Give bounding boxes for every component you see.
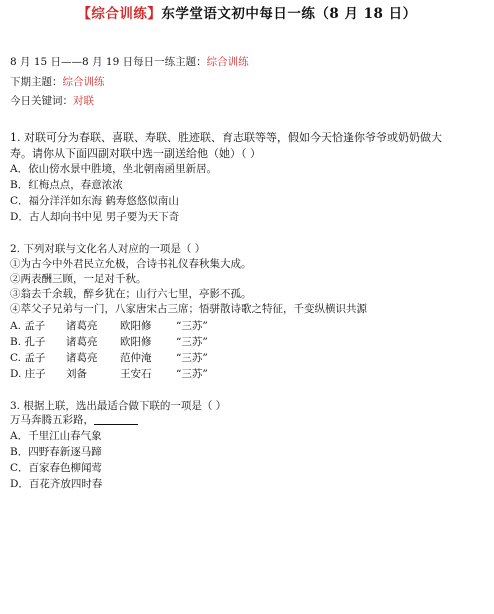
q2-item-1: ①为古今中外君民立允极，合诗书礼仪春秋集大成。 <box>10 258 252 270</box>
keyword-line <box>10 95 94 108</box>
q2-option-c-col3: 范仲淹 <box>120 352 152 364</box>
q2-option-c-col1: C. 孟子 <box>10 352 46 364</box>
q2-option-a <box>10 320 208 333</box>
q1-stem-line2: 寿。请你从下面四副对联中选一副送给他（她）（ ） <box>10 147 261 160</box>
q1-option-a: A．依山傍水景中胜境，坐北朝南函里新居。 <box>10 163 218 175</box>
q1-stem-line1: 1. 对联可分为春联、喜联、寿联、胜迹联、育志联等等，假如今天恰逢你爷爷或奶奶做大 <box>10 131 442 144</box>
q2-option-b-col3: 欧阳修 <box>120 336 152 348</box>
q2-option-d <box>10 368 208 381</box>
q2-option-d-col3: 王安石 <box>120 368 152 380</box>
q3-answer-blank <box>94 414 138 425</box>
q1-option-d: D．古人却向书中见 男子要为天下奇 <box>10 211 180 223</box>
q2-option-b <box>10 336 208 349</box>
q2-option-d-col1: D. 庄子 <box>10 368 46 380</box>
q1-option-b: B．红梅点点，春意浓浓 <box>10 179 123 191</box>
q2-item-3: ③翁去千余载，醉乡犹在；山行六七里，亭影不孤。 <box>10 288 252 300</box>
keyword-label: 今日关键词： <box>10 95 73 107</box>
next-theme-label: 下期主题： <box>10 76 63 88</box>
q1-option-c: C．福分洋洋如东海 鹤寿悠悠似南山 <box>10 195 179 207</box>
q2-option-d-col4: “三苏” <box>176 368 208 380</box>
title-text: 东学堂语文初中每日一练（8 月 18 日） <box>161 6 417 22</box>
theme-label: 8 月 15 日——8 月 19 日每日一练主题： <box>10 56 207 68</box>
keyword-value: 对联 <box>73 95 94 107</box>
q2-option-b-col4: “三苏” <box>176 336 208 348</box>
next-theme-line <box>10 76 105 89</box>
q3-option-b: B．四野春新逐马蹄 <box>10 446 102 458</box>
q3-upper-couplet: 万马奔腾五彩路， <box>10 414 94 426</box>
q3-option-c: C．百家春色柳闻莺 <box>10 462 103 474</box>
next-theme-value: 综合训练 <box>62 76 105 88</box>
q2-option-d-col2: 刘备 <box>66 368 87 380</box>
title-tag: 【综合训练】 <box>77 6 162 22</box>
q3-stem: 3. 根据上联，选出最适合做下联的一项是（ ） <box>10 400 227 412</box>
theme-value: 综合训练 <box>206 56 249 68</box>
q2-item-4: ④萃父子兄弟与一门，八家唐宋占三席；悟骈散诗歌之特征，千变纵横识共源 <box>10 303 367 315</box>
q2-item-2: ②两表酬三顾，一足对千秋。 <box>10 273 147 285</box>
q2-option-c <box>10 352 208 365</box>
q3-couplet-line <box>10 414 138 427</box>
q2-option-b-col1: B. 孔子 <box>10 336 46 348</box>
q3-option-a: A．千里江山春气象 <box>10 430 102 442</box>
page-title <box>0 6 494 23</box>
q3-option-d: D．百花齐放四时春 <box>10 478 103 490</box>
theme-line <box>10 56 249 69</box>
q2-option-a-col3: 欧阳修 <box>120 320 152 332</box>
q2-option-c-col4: “三苏” <box>176 352 208 364</box>
q2-stem: 2. 下列对联与文化名人对应的一项是（ ） <box>10 243 206 255</box>
q2-option-b-col2: 诸葛亮 <box>66 336 98 348</box>
q2-option-a-col1: A. 孟子 <box>10 320 46 332</box>
q2-option-c-col2: 诸葛亮 <box>66 352 98 364</box>
q2-option-a-col4: “三苏” <box>176 320 208 332</box>
q2-option-a-col2: 诸葛亮 <box>66 320 98 332</box>
